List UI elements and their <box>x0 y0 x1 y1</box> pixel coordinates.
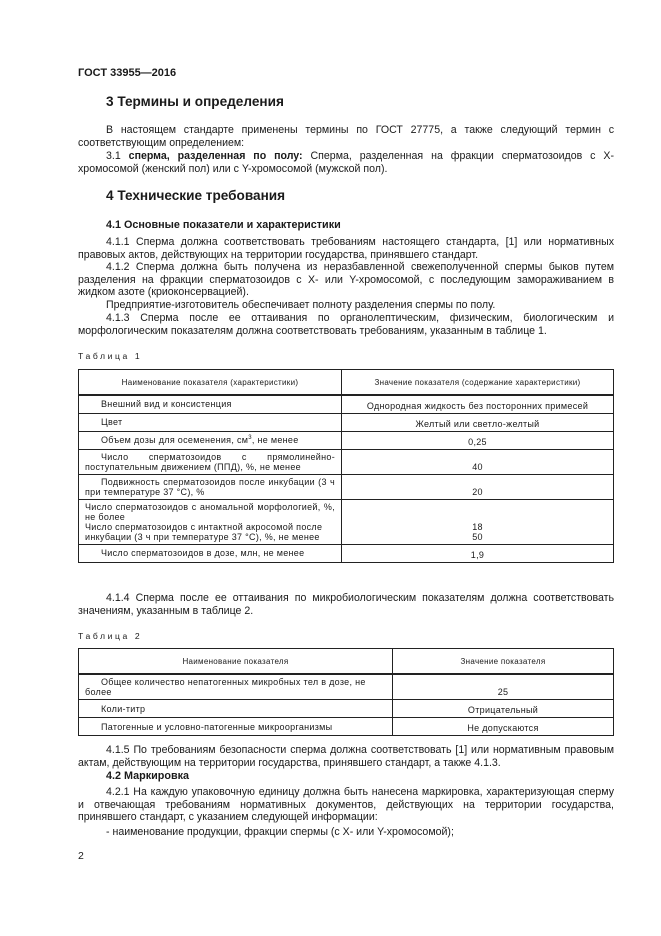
subsection-4-2-heading: 4.2 Маркировка <box>106 770 190 782</box>
section-4-heading: 4 Технические требования <box>106 188 286 203</box>
table-header: Значение показателя (содержание характеристики) <box>342 370 614 396</box>
paragraph-4-1-2: 4.1.2 Сперма должна быть получена из неразбавленной свежеполученной спермы быков путем разделения на фракции сперматозоидов с X- или Y-хромосомой, с последующим замораживанием в жидком азоте (криоконсервацией). <box>78 261 614 299</box>
table-row: Внешний вид и консистенция Однородная жидкость без посторонних примесей <box>79 395 614 413</box>
table-header: Значение показателя <box>393 649 614 675</box>
paragraph-4-1-4: 4.1.4 Сперма после ее оттаивания по микробиологическим показателям должна соответствовать значениям, указанным в таблице 2. <box>78 592 614 617</box>
paragraph-4-1-5: 4.1.5 По требованиям безопасности сперма должна соответствовать [1] или нормативным правовым актам, действующим на территории государства, принявшего стандарт, а также 4.1.3. <box>78 744 614 769</box>
term-text: Сперма, разделенная на фракции сперматозоидов с X-хромосомой (женский пол) или с Y-хромосомой (мужской пол). <box>78 150 615 175</box>
paragraph-4-1-3: 4.1.3 Сперма после ее оттаивания по органолептическим, физическим, биологическим и морфологическим показателям должна соответствовать требованиям, указанным в таблице 1. <box>78 312 614 337</box>
table-row: Цвет Желтый или светло-желтый <box>79 413 614 431</box>
page-number: 2 <box>78 850 84 862</box>
table-row: Общее количество непатогенных микробных тел в дозе, не более 25 <box>79 674 614 700</box>
table-row: Патогенные и условно-патогенные микроорганизмы Не допускаются <box>79 718 614 736</box>
table-row: Число сперматозоидов в дозе, млн, не менее 1,9 <box>79 544 614 562</box>
term-number: 3.1 <box>106 150 129 162</box>
table-row: Объем дозы для осеменения, $см^3$, не менее 0,25 <box>79 431 614 449</box>
table-2 <box>78 648 614 736</box>
subsection-4-1-heading: 4.1 Основные показатели и характеристики <box>106 219 341 231</box>
term-definition <box>78 150 614 175</box>
table-2-caption: Таблица 2 <box>78 631 143 641</box>
paragraph: В настоящем стандарте применены термины по ГОСТ 27775, а также следующий термин с соответствующим определением: <box>78 124 614 149</box>
table-header: Наименование показателя <box>79 649 393 675</box>
paragraph-4-2-1: 4.2.1 На каждую упаковочную единицу должна быть нанесена маркировка, характеризующая сперму и отвечающая требованиям нормативных документов, действующих на территории государства, принявшего стандарт, с указанием следующей информации: <box>78 786 614 824</box>
paragraph-4-1-1: 4.1.1 Сперма должна соответствовать требованиям настоящего стандарта, [1] или нормативных правовых актов, действующих на территории государства, принявшего стандарт. <box>78 236 614 261</box>
section-3-heading: 3 Термины и определения <box>106 94 284 109</box>
paragraph: Предприятие-изготовитель обеспечивает полноту разделения спермы по полу. <box>106 299 496 311</box>
table-1-caption: Таблица 1 <box>78 351 143 361</box>
document-header: ГОСТ 33955—2016 <box>78 67 177 79</box>
table-row: Число сперматозоидов с прямолинейно-поступательным движением (ППД), %, не менее 40 <box>79 449 614 474</box>
table-row: Коли-титр Отрицательный <box>79 700 614 718</box>
table-1 <box>78 369 614 563</box>
table-row: Число сперматозоидов с аномальной морфологией, %, не более Число сперматозоидов с интактной акросомой после инкубации (3 ч при температуре 37 °С), %, не менее 18 50 <box>79 499 614 544</box>
term: сперма, разделенная по полу: <box>128 150 303 162</box>
table-header: Наименование показателя (характеристики) <box>79 370 342 396</box>
list-item: - наименование продукции, фракции спермы (с X- или Y-хромосомой); <box>106 826 454 838</box>
table-row: Подвижность сперматозоидов после инкубации (3 ч при температуре 37 °С), % 20 <box>79 474 614 499</box>
